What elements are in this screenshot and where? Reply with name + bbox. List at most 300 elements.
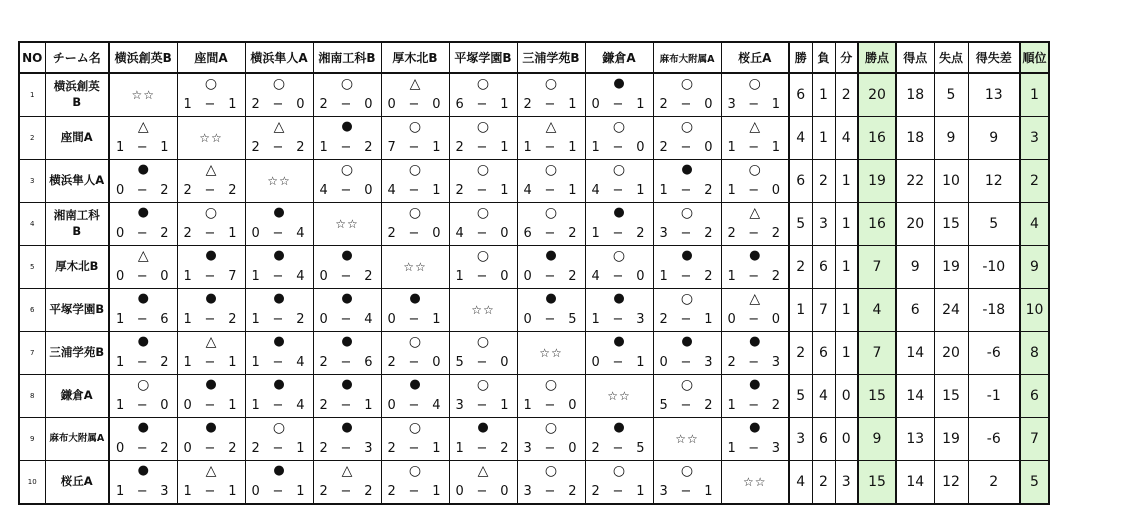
team-name-line: 三浦学苑B <box>49 345 105 360</box>
standings-table <box>18 41 1050 505</box>
wins-cell: 3 <box>789 418 812 461</box>
points-cell: 9 <box>858 418 896 461</box>
score-home: 2 <box>319 398 328 413</box>
match-result-cell <box>721 117 789 160</box>
score-dash: − <box>340 140 352 155</box>
rank-cell: 8 <box>1020 332 1049 375</box>
match-score <box>722 98 789 112</box>
rank-cell: 6 <box>1020 375 1049 418</box>
score-away: 1 <box>636 183 645 198</box>
score-dash: − <box>748 398 760 413</box>
match-score <box>246 442 313 456</box>
win-mark: ● <box>613 205 625 220</box>
match-result-cell <box>313 332 381 375</box>
team-row <box>19 418 1049 461</box>
win-mark: ● <box>613 334 625 349</box>
score-home: 1 <box>727 398 736 413</box>
score-home: 2 <box>387 355 396 370</box>
match-result-cell <box>313 160 381 203</box>
match-score <box>722 313 789 327</box>
match-result-cell <box>177 332 245 375</box>
goal-diff-cell: -6 <box>968 332 1020 375</box>
wins-cell: 2 <box>789 246 812 289</box>
points-cell: 20 <box>858 73 896 117</box>
score-dash: − <box>476 226 488 241</box>
score-home: 0 <box>523 269 532 284</box>
match-score <box>518 313 585 327</box>
score-home: 1 <box>727 183 736 198</box>
win-mark: ● <box>137 334 149 349</box>
score-away: 1 <box>500 398 509 413</box>
loss-mark: ○ <box>476 162 490 178</box>
score-away: 1 <box>500 140 509 155</box>
loss-mark: ○ <box>544 162 558 178</box>
loss-mark: ○ <box>748 162 761 178</box>
self-match-cell: ☆☆ <box>517 332 585 375</box>
score-away: 4 <box>296 226 305 241</box>
match-score <box>450 399 517 413</box>
match-score <box>722 399 789 413</box>
loss-mark: ○ <box>612 119 626 135</box>
score-dash: − <box>340 312 352 327</box>
score-home: 0 <box>387 97 396 112</box>
score-dash: − <box>408 441 420 456</box>
match-result-cell <box>109 375 177 418</box>
win-mark: ● <box>341 119 353 134</box>
score-dash: − <box>476 183 488 198</box>
wins-cell: 5 <box>789 203 812 246</box>
score-away: 0 <box>704 97 713 112</box>
win-mark: ● <box>681 334 693 349</box>
score-home: 2 <box>659 140 668 155</box>
score-home: 2 <box>183 226 192 241</box>
match-result-cell <box>449 332 517 375</box>
match-result-cell <box>653 375 721 418</box>
score-dash: − <box>272 312 284 327</box>
score-home: 5 <box>455 355 464 370</box>
draw-mark: △ <box>409 76 421 92</box>
row-number: 9 <box>19 418 45 461</box>
losses-cell: 1 <box>812 73 835 117</box>
score-away: 0 <box>432 97 441 112</box>
score-away: 2 <box>228 312 237 327</box>
score-home: 2 <box>727 355 736 370</box>
draws-cell: 1 <box>835 332 858 375</box>
wins-cell: 4 <box>789 117 812 160</box>
match-score <box>586 356 653 370</box>
score-dash: − <box>136 183 148 198</box>
score-dash: − <box>204 312 216 327</box>
score-home: 1 <box>251 398 260 413</box>
score-away: 1 <box>228 398 237 413</box>
score-away: 7 <box>228 269 237 284</box>
team-row <box>19 375 1049 418</box>
score-home: 1 <box>116 398 125 413</box>
rank-cell: 9 <box>1020 246 1049 289</box>
score-home: 0 <box>591 97 600 112</box>
score-dash: − <box>612 484 624 499</box>
score-away: 3 <box>636 312 645 327</box>
row-number: 5 <box>19 246 45 289</box>
score-dash: − <box>136 441 148 456</box>
match-score <box>382 313 449 327</box>
score-dash: − <box>680 140 692 155</box>
win-mark: ● <box>545 291 557 306</box>
loss-mark: ○ <box>544 76 558 92</box>
match-result-cell <box>517 289 585 332</box>
match-score <box>518 442 585 456</box>
team-name-line: 麻布大附属A <box>49 432 105 444</box>
score-dash: − <box>408 226 420 241</box>
match-result-cell <box>721 160 789 203</box>
match-result-cell <box>313 246 381 289</box>
match-result-cell <box>313 73 381 117</box>
loss-mark: ○ <box>612 248 626 264</box>
win-mark: ● <box>409 291 421 306</box>
score-home: 0 <box>387 312 396 327</box>
team-row <box>19 461 1049 505</box>
score-away: 2 <box>228 441 237 456</box>
score-home: 2 <box>455 140 464 155</box>
match-score <box>518 399 585 413</box>
score-away: 2 <box>364 140 373 155</box>
match-score <box>586 227 653 241</box>
loss-mark: ○ <box>680 119 694 135</box>
win-mark: ● <box>137 162 149 177</box>
match-score <box>518 141 585 155</box>
score-dash: − <box>136 484 148 499</box>
match-score <box>450 184 517 198</box>
wins-cell: 5 <box>789 375 812 418</box>
draw-mark: △ <box>205 463 217 479</box>
losses-cell: 7 <box>812 289 835 332</box>
row-number: 10 <box>19 461 45 505</box>
draws-cell: 4 <box>835 117 858 160</box>
header-wins: 勝 <box>789 42 812 73</box>
score-dash: − <box>204 183 216 198</box>
score-home: 2 <box>319 441 328 456</box>
match-score <box>314 184 381 198</box>
goals-for-cell: 22 <box>896 160 934 203</box>
score-home: 4 <box>455 226 464 241</box>
score-dash: − <box>136 269 148 284</box>
score-dash: − <box>612 269 624 284</box>
match-score <box>110 356 177 370</box>
score-away: 1 <box>432 484 441 499</box>
self-match-cell: ☆☆ <box>313 203 381 246</box>
win-mark: ● <box>137 463 149 478</box>
draw-mark: △ <box>749 119 761 135</box>
match-score <box>722 356 789 370</box>
score-home: 1 <box>116 484 125 499</box>
loss-mark: ○ <box>272 420 286 436</box>
score-home: 4 <box>591 269 600 284</box>
score-home: 4 <box>591 183 600 198</box>
score-home: 1 <box>591 312 600 327</box>
win-mark: ● <box>613 291 625 306</box>
score-home: 4 <box>523 183 532 198</box>
score-away: 1 <box>432 312 441 327</box>
draws-cell: 1 <box>835 246 858 289</box>
win-mark: ● <box>273 291 285 306</box>
match-result-cell <box>653 117 721 160</box>
score-dash: − <box>476 398 488 413</box>
score-away: 0 <box>296 97 305 112</box>
loss-mark: ○ <box>544 420 558 436</box>
score-home: 1 <box>319 140 328 155</box>
loss-mark: ○ <box>137 377 150 393</box>
goals-against-cell: 5 <box>934 73 968 117</box>
score-dash: − <box>272 269 284 284</box>
match-result-cell <box>245 117 313 160</box>
score-home: 0 <box>591 355 600 370</box>
points-cell: 19 <box>858 160 896 203</box>
goal-diff-cell: 5 <box>968 203 1020 246</box>
score-away: 4 <box>364 312 373 327</box>
win-mark: ● <box>409 377 421 392</box>
score-dash: − <box>408 140 420 155</box>
rank-cell: 5 <box>1020 461 1049 505</box>
match-result-cell <box>313 289 381 332</box>
match-score <box>382 227 449 241</box>
row-number: 4 <box>19 203 45 246</box>
score-home: 1 <box>455 269 464 284</box>
score-away: 2 <box>500 441 509 456</box>
goals-for-cell: 6 <box>896 289 934 332</box>
match-score <box>586 485 653 499</box>
match-result-cell <box>585 461 653 505</box>
score-away: 1 <box>771 140 780 155</box>
score-home: 0 <box>116 183 125 198</box>
team-name-line: B <box>72 95 82 109</box>
score-away: 0 <box>432 226 441 241</box>
score-dash: − <box>544 226 556 241</box>
score-dash: − <box>136 355 148 370</box>
match-result-cell <box>109 461 177 505</box>
win-mark: ● <box>613 76 625 91</box>
goals-for-cell: 18 <box>896 73 934 117</box>
score-away: 1 <box>228 226 237 241</box>
match-result-cell <box>653 73 721 117</box>
header-opponent: 鎌倉A <box>585 42 653 73</box>
header-opponent: 厚木北B <box>381 42 449 73</box>
score-away: 1 <box>568 97 577 112</box>
score-dash: − <box>204 226 216 241</box>
draw-mark: △ <box>205 334 217 350</box>
goals-against-cell: 19 <box>934 246 968 289</box>
loss-mark: ○ <box>272 76 286 92</box>
score-dash: − <box>544 441 556 456</box>
match-score <box>382 399 449 413</box>
win-mark: ● <box>273 248 285 263</box>
score-away: 4 <box>296 398 305 413</box>
score-away: 0 <box>568 441 577 456</box>
loss-mark: ○ <box>544 463 558 479</box>
match-score <box>382 485 449 499</box>
match-score <box>246 313 313 327</box>
row-number: 6 <box>19 289 45 332</box>
match-result-cell <box>585 117 653 160</box>
losses-cell: 2 <box>812 160 835 203</box>
row-number: 2 <box>19 117 45 160</box>
goals-against-cell: 9 <box>934 117 968 160</box>
match-result-cell <box>585 332 653 375</box>
goals-against-cell: 12 <box>934 461 968 505</box>
score-home: 2 <box>319 355 328 370</box>
score-home: 1 <box>523 398 532 413</box>
score-dash: − <box>680 484 692 499</box>
score-home: 1 <box>183 355 192 370</box>
score-home: 2 <box>727 226 736 241</box>
score-away: 2 <box>704 226 713 241</box>
team-name-line: 座間A <box>60 130 93 145</box>
score-dash: − <box>204 97 216 112</box>
team-name-line: 厚木北B <box>55 259 99 274</box>
match-result-cell <box>449 418 517 461</box>
match-result-cell <box>721 332 789 375</box>
goal-diff-cell: 12 <box>968 160 1020 203</box>
draws-cell: 1 <box>835 289 858 332</box>
score-away: 2 <box>771 398 780 413</box>
match-score <box>654 356 721 370</box>
score-home: 4 <box>387 183 396 198</box>
score-away: 3 <box>771 441 780 456</box>
points-cell: 16 <box>858 203 896 246</box>
match-score <box>314 141 381 155</box>
team-name-line: 桜丘A <box>60 474 93 489</box>
score-dash: − <box>272 140 284 155</box>
match-result-cell <box>177 246 245 289</box>
score-dash: − <box>408 97 420 112</box>
score-dash: − <box>204 269 216 284</box>
score-home: 1 <box>116 140 125 155</box>
score-home: 0 <box>319 312 328 327</box>
score-away: 0 <box>636 269 645 284</box>
row-number: 8 <box>19 375 45 418</box>
header-team-name: チーム名 <box>45 42 109 73</box>
score-dash: − <box>544 183 556 198</box>
goals-for-cell: 9 <box>896 246 934 289</box>
score-home: 0 <box>523 312 532 327</box>
score-home: 1 <box>251 355 260 370</box>
match-result-cell <box>653 332 721 375</box>
score-away: 2 <box>364 484 373 499</box>
score-dash: − <box>408 183 420 198</box>
match-score <box>586 98 653 112</box>
team-row <box>19 203 1049 246</box>
score-home: 3 <box>659 226 668 241</box>
score-home: 1 <box>523 140 532 155</box>
win-mark: ● <box>273 205 285 220</box>
losses-cell: 1 <box>812 117 835 160</box>
team-name-line: B <box>72 224 82 238</box>
draws-cell: 1 <box>835 203 858 246</box>
win-mark: ● <box>273 377 285 392</box>
match-score <box>110 141 177 155</box>
match-result-cell <box>313 375 381 418</box>
score-home: 2 <box>251 97 260 112</box>
score-away: 1 <box>432 140 441 155</box>
draw-mark: △ <box>341 463 353 479</box>
score-away: 1 <box>568 140 577 155</box>
match-result-cell <box>245 461 313 505</box>
goals-for-cell: 20 <box>896 203 934 246</box>
score-home: 0 <box>251 226 260 241</box>
match-score <box>246 227 313 241</box>
self-match-cell: ☆☆ <box>721 461 789 505</box>
match-score <box>246 141 313 155</box>
match-result-cell <box>245 332 313 375</box>
draws-cell: 3 <box>835 461 858 505</box>
team-row <box>19 117 1049 160</box>
score-home: 0 <box>387 398 396 413</box>
score-home: 4 <box>319 183 328 198</box>
match-result-cell <box>381 332 449 375</box>
match-score <box>586 313 653 327</box>
score-dash: − <box>476 484 488 499</box>
score-dash: − <box>340 398 352 413</box>
draws-cell: 2 <box>835 73 858 117</box>
score-away: 3 <box>160 484 169 499</box>
match-score <box>654 399 721 413</box>
header-opponent: 座間A <box>177 42 245 73</box>
match-result-cell <box>109 203 177 246</box>
goal-diff-cell: -10 <box>968 246 1020 289</box>
score-dash: − <box>476 97 488 112</box>
score-home: 6 <box>455 97 464 112</box>
score-home: 0 <box>251 484 260 499</box>
score-away: 1 <box>500 183 509 198</box>
match-score <box>450 270 517 284</box>
loss-mark: ○ <box>476 248 490 264</box>
match-score <box>178 356 245 370</box>
win-mark: ● <box>749 334 761 349</box>
match-score <box>518 98 585 112</box>
loss-mark: ○ <box>476 205 490 221</box>
score-away: 1 <box>432 441 441 456</box>
win-mark: ● <box>205 377 217 392</box>
match-result-cell <box>449 375 517 418</box>
score-home: 1 <box>659 269 668 284</box>
score-home: 1 <box>183 97 192 112</box>
goal-diff-cell: 2 <box>968 461 1020 505</box>
score-home: 3 <box>455 398 464 413</box>
score-away: 0 <box>160 269 169 284</box>
match-score <box>110 184 177 198</box>
team-name <box>45 160 109 203</box>
match-score <box>450 485 517 499</box>
team-name-line: 平塚学園B <box>49 302 105 317</box>
loss-mark: ○ <box>544 205 558 221</box>
loss-mark: ○ <box>476 76 490 92</box>
score-home: 1 <box>659 183 668 198</box>
match-score <box>450 442 517 456</box>
losses-cell: 4 <box>812 375 835 418</box>
match-score <box>110 270 177 284</box>
score-home: 1 <box>183 269 192 284</box>
win-mark: ● <box>681 248 693 263</box>
score-away: 2 <box>771 226 780 241</box>
self-match-cell: ☆☆ <box>653 418 721 461</box>
match-result-cell <box>721 246 789 289</box>
match-score <box>450 227 517 241</box>
score-dash: − <box>272 484 284 499</box>
score-dash: − <box>340 484 352 499</box>
score-away: 1 <box>704 312 713 327</box>
loss-mark: ○ <box>408 162 422 178</box>
match-result-cell <box>109 160 177 203</box>
score-away: 2 <box>296 312 305 327</box>
